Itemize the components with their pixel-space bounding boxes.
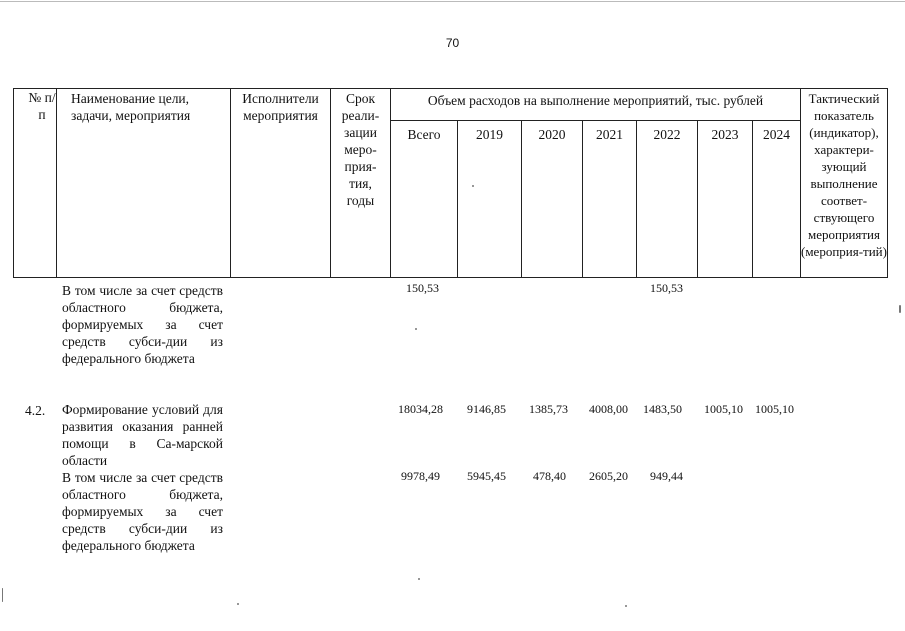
row-2-2024: 1005,10 xyxy=(755,402,794,416)
header-2023: 2023 xyxy=(697,120,753,278)
row-2-2019: 9146,85 xyxy=(467,402,506,416)
scan-speck xyxy=(625,605,627,607)
row-3-2020: 478,40 xyxy=(533,469,566,483)
header-2020: 2020 xyxy=(521,120,583,278)
page-number: 70 xyxy=(445,36,460,50)
scan-speck xyxy=(472,185,474,187)
header-volume: Объем расходов на выполнение мероприятий, тыс. рублей xyxy=(390,88,801,121)
row-3-2021: 2605,20 xyxy=(589,469,628,483)
header-2021: 2021 xyxy=(582,120,637,278)
scan-speck xyxy=(899,305,901,313)
row-3-2022: 949,44 xyxy=(650,469,683,483)
row-1-total: 150,53 xyxy=(406,281,439,295)
row-2-name: Формирование условий для развития оказания ранней помощи в Са-марской области xyxy=(62,402,223,468)
scan-speck xyxy=(418,578,420,580)
row-1-name: В том числе за счет средств областного бюджета, формируемых за счет средств субси-дии из федерального бюджета xyxy=(62,283,223,366)
header-name: Наименование цели, задачи, мероприятия xyxy=(56,88,231,278)
header-2024: 2024 xyxy=(752,120,801,278)
scan-speck xyxy=(415,328,417,330)
header-2019: 2019 xyxy=(457,120,522,278)
row-3-2019: 5945,45 xyxy=(467,469,506,483)
row-2-2021: 4008,00 xyxy=(589,402,628,416)
row-2-2023: 1005,10 xyxy=(704,402,743,416)
row-2-2022: 1483,50 xyxy=(643,402,682,416)
scan-speck xyxy=(2,588,3,602)
row-2-num: 4.2. xyxy=(25,403,46,418)
scan-edge xyxy=(0,1,905,2)
header-executors: Исполнители мероприятия xyxy=(230,88,331,278)
header-num: № п/п xyxy=(13,88,57,278)
row-2-2020: 1385,73 xyxy=(529,402,568,416)
header-indicator: Тактический показатель (индикатор), характери-зующий выполнение соответ-ствующего мероприятия (мероприя-тий) xyxy=(800,88,888,278)
row-3-total: 9978,49 xyxy=(401,469,440,483)
header-term: Срок реали-зации меро-прия-тия, годы xyxy=(330,88,391,278)
row-3-name: В том числе за счет средств областного бюджета, формируемых за счет средств субси-дии из федерального бюджета xyxy=(62,470,223,553)
header-total: Всего xyxy=(390,120,458,278)
scan-speck xyxy=(237,603,239,605)
header-2022: 2022 xyxy=(636,120,698,278)
row-2-total: 18034,28 xyxy=(398,402,443,416)
row-1-2022: 150,53 xyxy=(650,281,683,295)
